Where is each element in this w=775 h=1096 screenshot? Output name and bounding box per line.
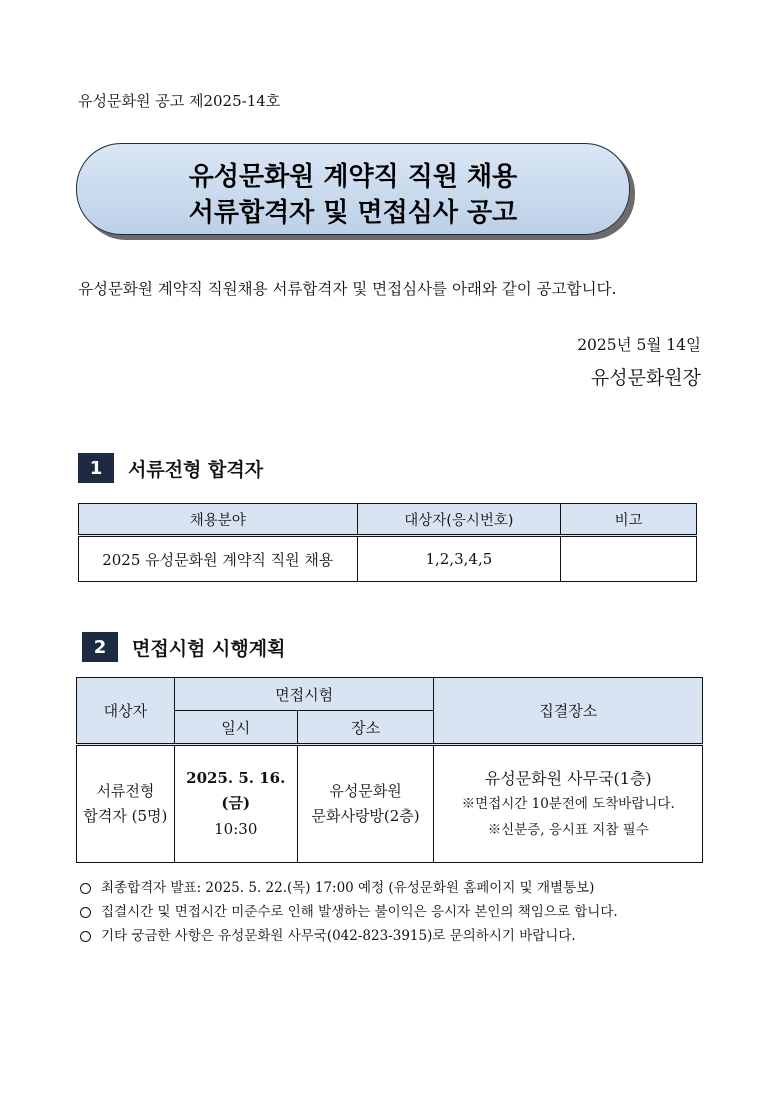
title-line-1: 유성문화원 계약직 직원 채용	[188, 162, 518, 192]
table-header-row	[79, 504, 697, 536]
section-2-title: 면접시험 시행계획	[132, 637, 286, 660]
section-1-title: 서류전형 합격자	[128, 458, 264, 481]
list-item: 최종합격자 발표: 2025. 5. 22.(목) 17:00 예정 (유성문화원 홈페이지 및 개별통보)	[80, 876, 618, 900]
cell-datetime	[174, 745, 297, 863]
document-pass-table	[78, 503, 697, 582]
cell-place	[297, 745, 434, 863]
interview-date: 2025. 5. 16.(금)	[186, 768, 286, 813]
list-item: 집결시간 및 면접시간 미준수로 인해 발생하는 불이익은 응시자 본인의 책임으로 합니다.	[80, 900, 618, 924]
target-line-1: 서류전형	[96, 781, 155, 800]
issuer: 유성문화원장	[590, 367, 701, 389]
intro-text: 유성문화원 계약직 직원채용 서류합격자 및 면접심사를 아래와 같이 공고합니다.	[78, 280, 617, 298]
title-line-2: 서류합격자 및 면접심사 공고	[188, 198, 518, 228]
section-1-heading	[78, 453, 263, 483]
table-row	[77, 745, 703, 863]
cell-assembly	[434, 745, 703, 863]
header-interview: 면접시험	[174, 678, 434, 711]
header-note: 비고	[561, 504, 697, 536]
section-2-number: 2	[82, 632, 118, 662]
notice-date: 2025년 5월 14일	[577, 336, 701, 354]
cell-candidates: 1,2,3,4,5	[357, 536, 561, 582]
cell-target	[77, 745, 175, 863]
header-assembly: 집결장소	[434, 678, 703, 745]
header-place: 장소	[297, 711, 434, 745]
circle-bullet-icon	[80, 931, 91, 942]
header-datetime: 일시	[174, 711, 297, 745]
cell-field: 2025 유성문화원 계약직 직원 채용	[79, 536, 358, 582]
bullet-list	[80, 876, 618, 948]
interview-time: 10:30	[214, 819, 258, 838]
place-line-1: 유성문화원	[329, 781, 402, 800]
circle-bullet-icon	[80, 907, 91, 918]
interview-plan-table	[76, 677, 703, 863]
assembly-note-1: ※면접시간 10분전에 도착바랍니다.	[461, 795, 675, 812]
header-target: 대상자	[77, 678, 175, 745]
place-line-2: 문화사랑방(2층)	[311, 807, 420, 825]
title-banner	[76, 143, 630, 235]
table-row	[79, 536, 697, 582]
assembly-main: 유성문화원 사무국(1층)	[484, 768, 652, 788]
header-candidates: 대상자(응시번호)	[357, 504, 561, 536]
notice-number: 유성문화원 공고 제2025-14호	[78, 92, 281, 110]
section-2-heading	[82, 632, 285, 662]
section-1-number: 1	[78, 453, 114, 483]
assembly-note-2: ※신분증, 응시표 지참 필수	[487, 821, 649, 838]
circle-bullet-icon	[80, 883, 91, 894]
list-item: 기타 궁금한 사항은 유성문화원 사무국(042-823-3915)로 문의하시기 바랍니다.	[80, 924, 618, 948]
cell-note	[561, 536, 697, 582]
target-line-2: 합격자 (5명)	[83, 807, 168, 825]
header-field: 채용분야	[79, 504, 358, 536]
